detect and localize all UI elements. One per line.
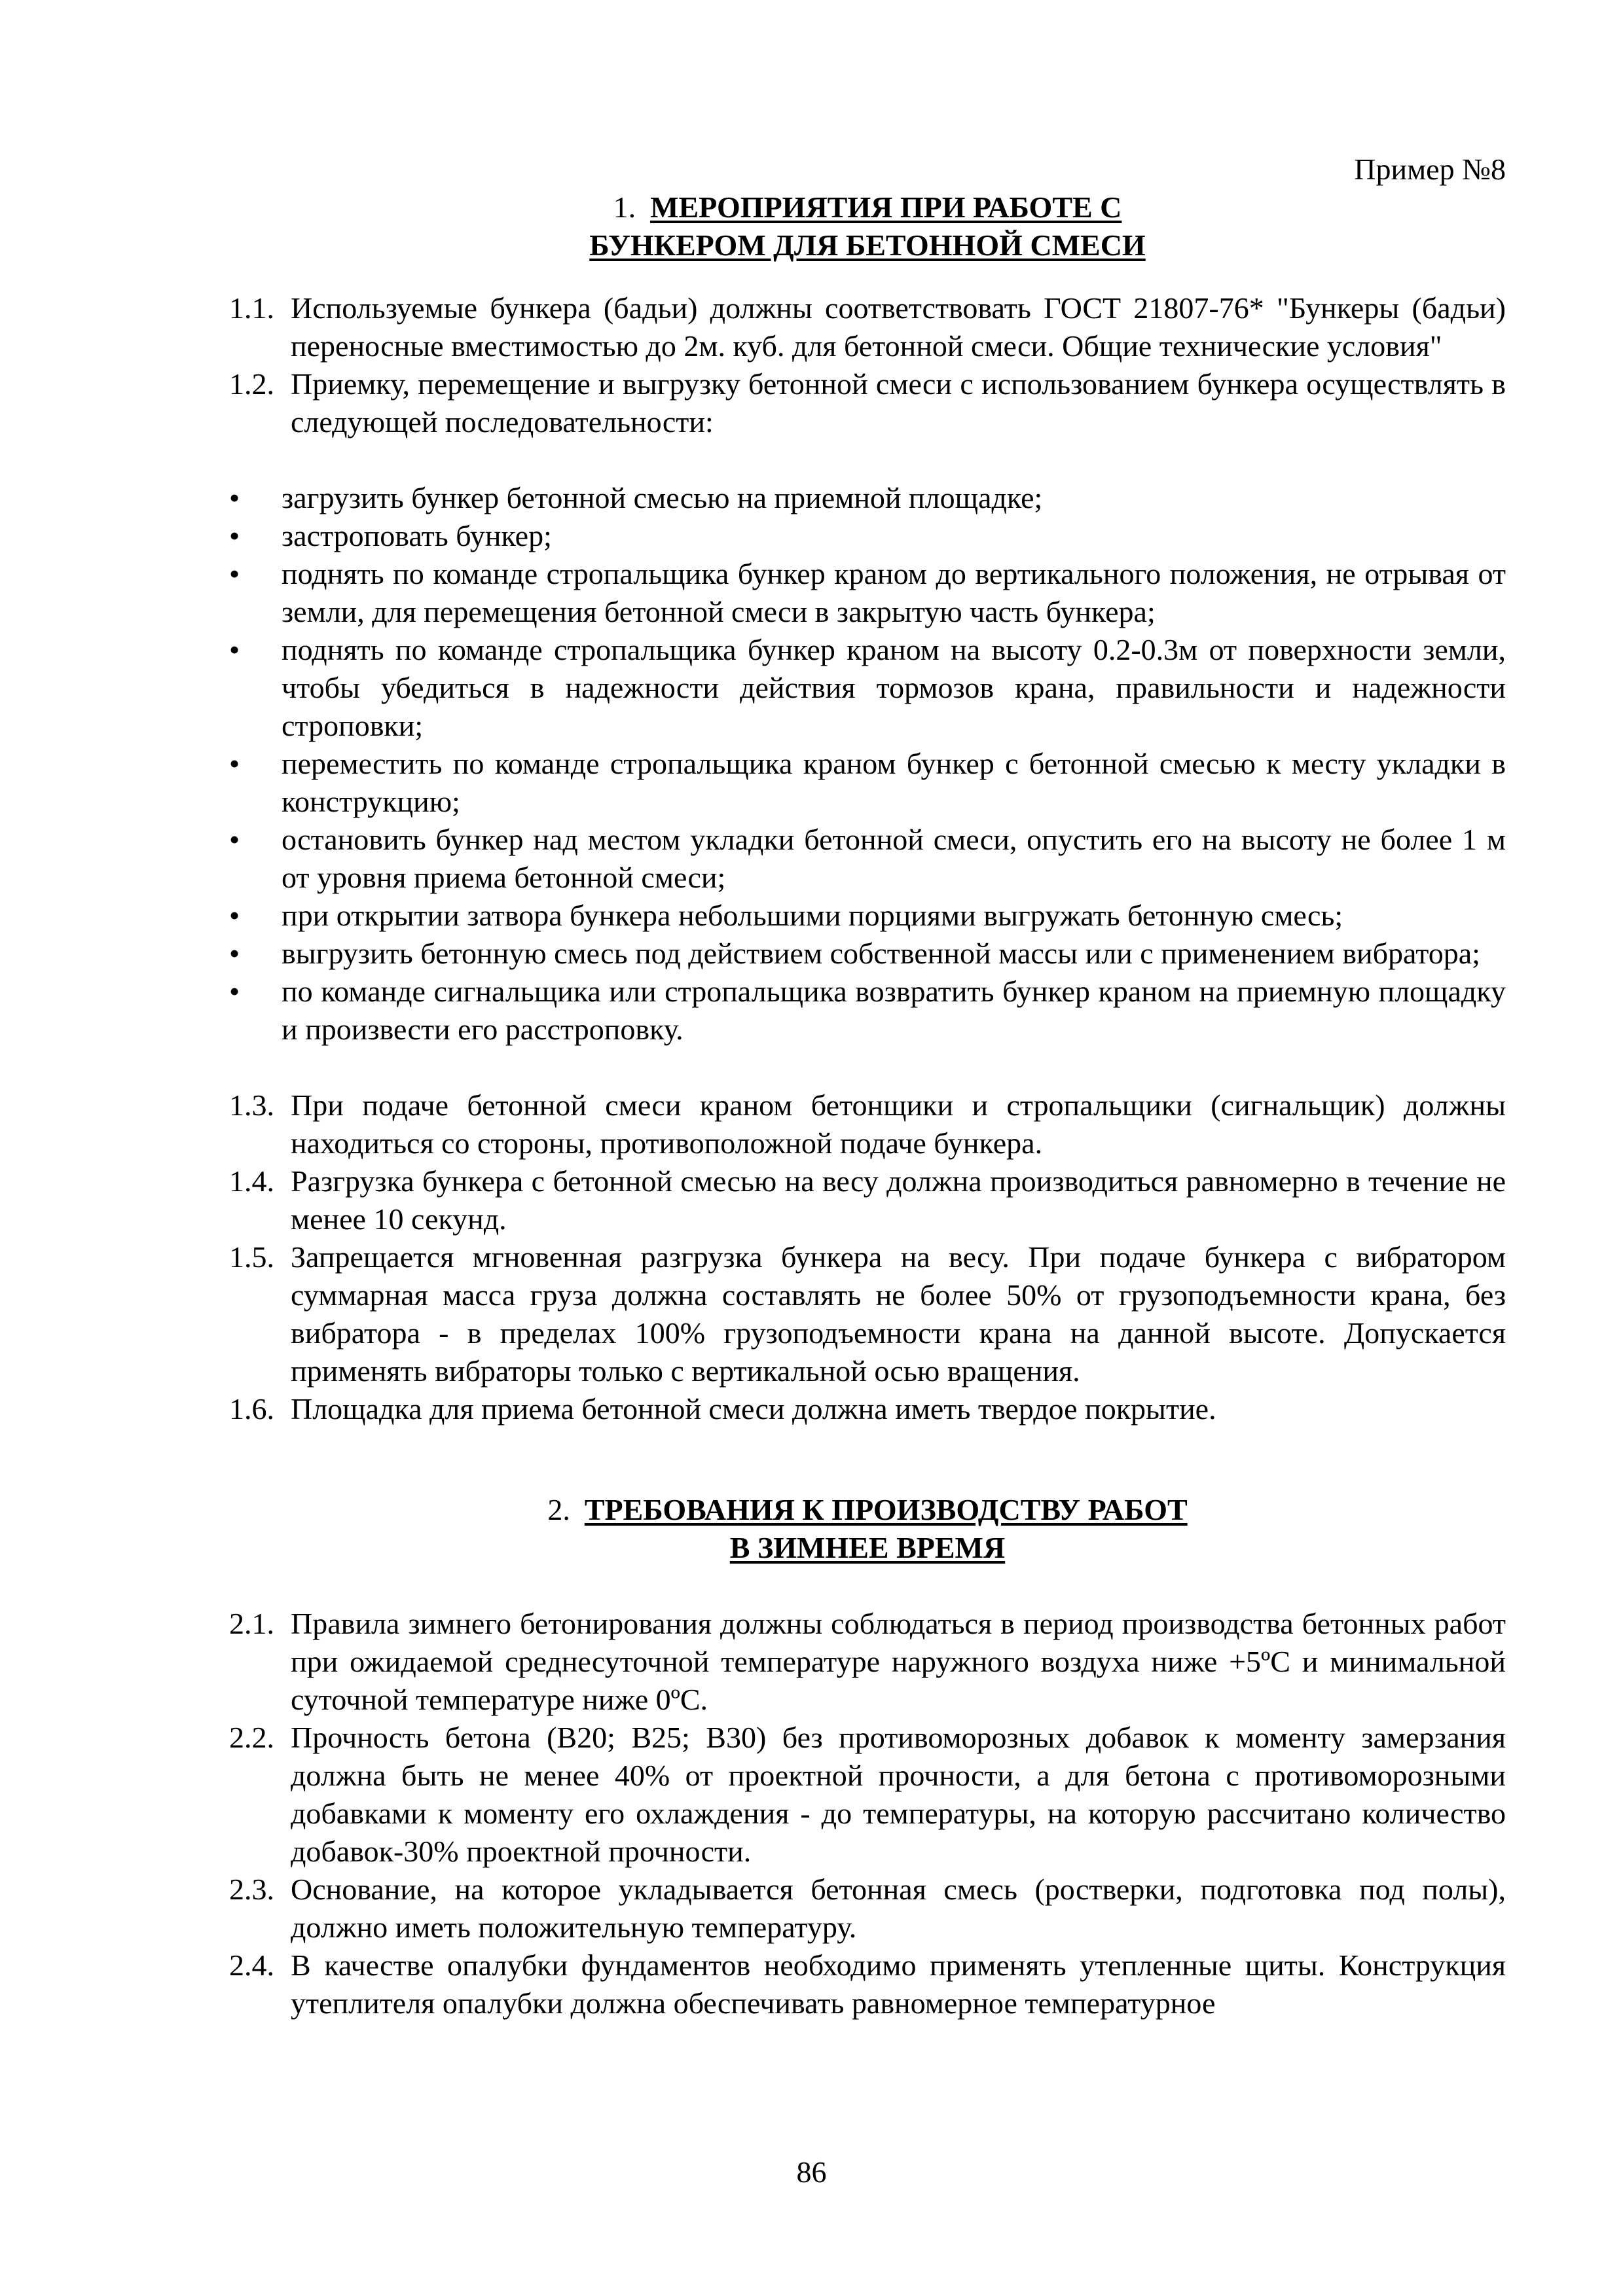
bullet-icon: •: [229, 557, 240, 590]
bullet-item: [229, 479, 1506, 517]
section-1-title-line2: БУНКЕРОМ ДЛЯ БЕТОННОЙ СМЕСИ: [589, 228, 1146, 262]
bullet-icon: •: [229, 823, 240, 856]
clause-number: 1.4.: [229, 1164, 274, 1198]
clause-1-3: [229, 1086, 1506, 1162]
bullet-icon: •: [229, 747, 240, 780]
clause-2-2: [229, 1719, 1506, 1871]
clause-text: Приемку, перемещение и выгрузку бетонной смеси с использованием бункера осуществлять в следующей последовательности:: [291, 367, 1506, 439]
clause-1-1: [229, 289, 1506, 365]
bullet-icon: •: [229, 937, 240, 970]
section-2-number: 2.: [547, 1493, 570, 1526]
example-label: Пример №8: [1354, 152, 1506, 186]
clause-text: Используемые бункера (бадьи) должны соответствовать ГОСТ 21807-76* "Бункеры (бадьи) переносные вместимостью до 2м. куб. для бетонной смеси. Общие технические условия": [291, 291, 1506, 363]
bullet-text: при открытии затвора бункера небольшими порциями выгружать бетонную смесь;: [282, 899, 1343, 932]
bullet-icon: •: [229, 899, 240, 932]
clause-number: 2.4.: [229, 1948, 274, 1982]
clause-number: 2.3.: [229, 1873, 274, 1906]
clause-number: 1.6.: [229, 1392, 274, 1426]
clause-text: Прочность бетона (В20; В25; В30) без противоморозных добавок к моменту замерзания должна быть не менее 40% от проектной прочности, а для бетона с противоморозными добавками к моменту его охлаждения - до температуры, на которую рассчитано количество добавок-30% проектной прочности.: [291, 1721, 1506, 1868]
clause-text: Основание, на которое укладывается бетонная смесь (ростверки, подготовка под полы), должно иметь положительную температуру.: [291, 1873, 1506, 1944]
bullet-text: переместить по команде стропальщика краном бункер с бетонной смесью к месту укладки в конструкцию;: [282, 747, 1506, 818]
clause-number: 1.1.: [229, 291, 274, 325]
procedure-bullet-list: [229, 479, 1506, 1049]
bullet-text: загрузить бункер бетонной смесью на приемной площадке;: [282, 481, 1043, 514]
section-1-number: 1.: [613, 190, 636, 224]
bullet-item: [229, 897, 1506, 935]
section-2-title-second-line: [229, 1529, 1506, 1567]
bullet-icon: •: [229, 633, 240, 666]
clause-1-5: [229, 1238, 1506, 1390]
section-2-title-line1: ТРЕБОВАНИЯ К ПРОИЗВОДСТВУ РАБОТ: [584, 1493, 1188, 1526]
clause-number: 2.2.: [229, 1721, 274, 1754]
bullet-text: поднять по команде стропальщика бункер краном на высоту 0.2-0.3м от поверхности земли, чтобы убедиться в надежности действия тормозов крана, правильности и надежности строповки;: [282, 633, 1506, 742]
bullet-text: поднять по команде стропальщика бункер краном до вертикального положения, не отрывая от земли, для перемещения бетонной смеси в закрытую часть бункера;: [282, 557, 1506, 628]
bullet-text: выгрузить бетонную смесь под действием собственной массы или с применением вибратора;: [282, 937, 1480, 970]
bullet-icon: •: [229, 481, 240, 514]
section-1-title-line1: МЕРОПРИЯТИЯ ПРИ РАБОТЕ С: [650, 190, 1122, 224]
document-page: [229, 151, 1506, 2022]
clause-number: 1.3.: [229, 1088, 274, 1122]
clause-text: Разгрузка бункера с бетонной смесью на весу должна производиться равномерно в течение не менее 10 секунд.: [291, 1164, 1506, 1236]
clause-text: При подаче бетонной смеси краном бетонщики и стропальщики (сигнальщик) должны находиться со стороны, противоположной подаче бункера.: [291, 1088, 1506, 1160]
bullet-item: [229, 973, 1506, 1049]
clause-1-6: [229, 1390, 1506, 1428]
clause-1-4: [229, 1162, 1506, 1238]
clause-2-1: [229, 1605, 1506, 1719]
clause-text: Площадка для приема бетонной смеси должна иметь твердое покрытие.: [291, 1392, 1216, 1426]
bullet-text: по команде сигнальщика или стропальщика возвратить бункер краном на приемную площадку и произвести его расстроповку.: [282, 975, 1506, 1046]
bullet-text: застроповать бункер;: [282, 519, 552, 552]
bullet-icon: •: [229, 519, 240, 552]
bullet-item: [229, 555, 1506, 631]
bullet-icon: •: [229, 975, 240, 1008]
clause-number: 1.2.: [229, 367, 274, 401]
bullet-item: [229, 745, 1506, 821]
clause-2-4: [229, 1946, 1506, 2022]
clause-text: Запрещается мгновенная разгрузка бункера на весу. При подаче бункера с вибратором суммарная масса груза должна составлять не более 50% от грузоподъемности крана, без вибратора - в пределах 100% грузоподъемности крана на данной высоте. Допускается применять вибраторы только с вертикальной осью вращения.: [291, 1240, 1506, 1388]
page-number: 86: [796, 2155, 827, 2189]
clause-text: В качестве опалубки фундаментов необходимо применять утепленные щиты. Конструкция утеплителя опалубки должна обеспечивать равномерное температурное: [291, 1948, 1506, 2020]
bullet-item: [229, 631, 1506, 745]
clause-text: Правила зимнего бетонирования должны соблюдаться в период производства бетонных работ при ожидаемой среднесуточной температуре наружного воздуха ниже +5ºС и минимальной суточной температуре ниже 0ºС.: [291, 1607, 1506, 1716]
section-2-title: [229, 1491, 1506, 1529]
bullet-text: остановить бункер над местом укладки бетонной смеси, опустить его на высоту не более 1 м от уровня приема бетонной смеси;: [282, 823, 1506, 894]
section-1-title-second-line: [229, 226, 1506, 264]
bullet-item: [229, 821, 1506, 897]
bullet-item: [229, 935, 1506, 973]
clause-number: 2.1.: [229, 1607, 274, 1640]
clause-1-2: [229, 365, 1506, 441]
section-1-title: [229, 188, 1506, 226]
section-2-title-line2: В ЗИМНЕЕ ВРЕМЯ: [729, 1531, 1006, 1564]
clause-number: 1.5.: [229, 1240, 274, 1274]
clause-2-3: [229, 1871, 1506, 1946]
bullet-item: [229, 517, 1506, 555]
